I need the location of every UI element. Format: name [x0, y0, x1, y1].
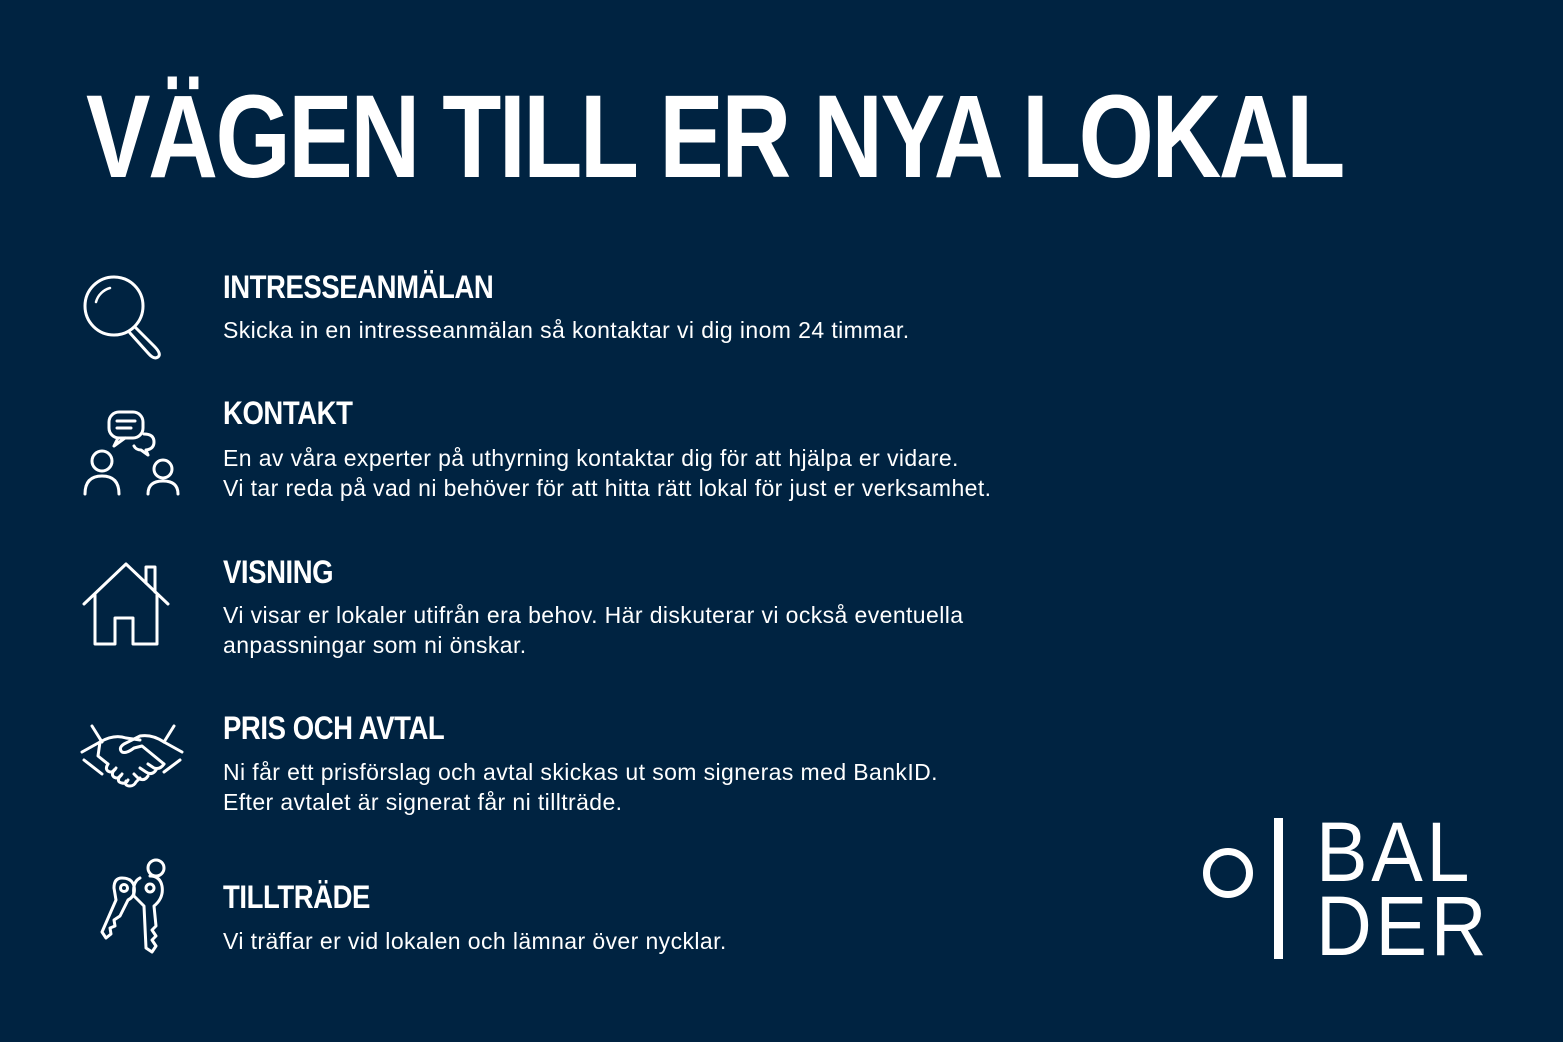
step-description-line: Vi träffar er vid lokalen och lämnar över nycklar.: [223, 928, 727, 954]
step-description: [223, 757, 938, 817]
step-description-line: Skicka in en intresseanmälan så kontaktar vi dig inom 24 timmar.: [223, 317, 910, 343]
logo-circle-icon: [1203, 848, 1253, 898]
balder-logo: [1196, 805, 1496, 973]
step-description-line: anpassningar som ni önskar.: [223, 632, 527, 658]
step-heading: VISNING: [223, 554, 334, 590]
step-heading: KONTAKT: [223, 395, 353, 431]
keys-icon: [78, 856, 188, 956]
step-description-line: Ni får ett prisförslag och avtal skickas ut som signeras med BankID.: [223, 759, 938, 785]
handshake-icon: [78, 716, 188, 816]
step-description: [223, 600, 963, 660]
step-heading: PRIS OCH AVTAL: [223, 710, 445, 746]
step-description: [223, 926, 727, 956]
logo-text-line-1: BAL: [1316, 805, 1474, 899]
house-icon: [78, 560, 188, 660]
page-title: VÄGEN TILL ER NYA LOKAL: [86, 71, 1343, 203]
step-heading: TILLTRÄDE: [223, 879, 370, 915]
chat-people-icon: [78, 408, 188, 508]
step-description-line: Efter avtalet är signerat får ni tillträde.: [223, 789, 623, 815]
logo-divider: [1274, 818, 1283, 959]
step-description-line: Vi visar er lokaler utifrån era behov. Här diskuterar vi också eventuella: [223, 602, 964, 628]
step-description-line: Vi tar reda på vad ni behöver för att hitta rätt lokal för just er verksamhet.: [223, 475, 992, 501]
magnifier-icon: [78, 272, 188, 372]
logo-text-line-2: DER: [1316, 879, 1491, 973]
step-description: [223, 315, 910, 345]
step-heading: INTRESSEANMÄLAN: [223, 269, 494, 305]
step-description: [223, 443, 991, 503]
step-description-line: En av våra experter på uthyrning kontaktar dig för att hjälpa er vidare.: [223, 445, 959, 471]
